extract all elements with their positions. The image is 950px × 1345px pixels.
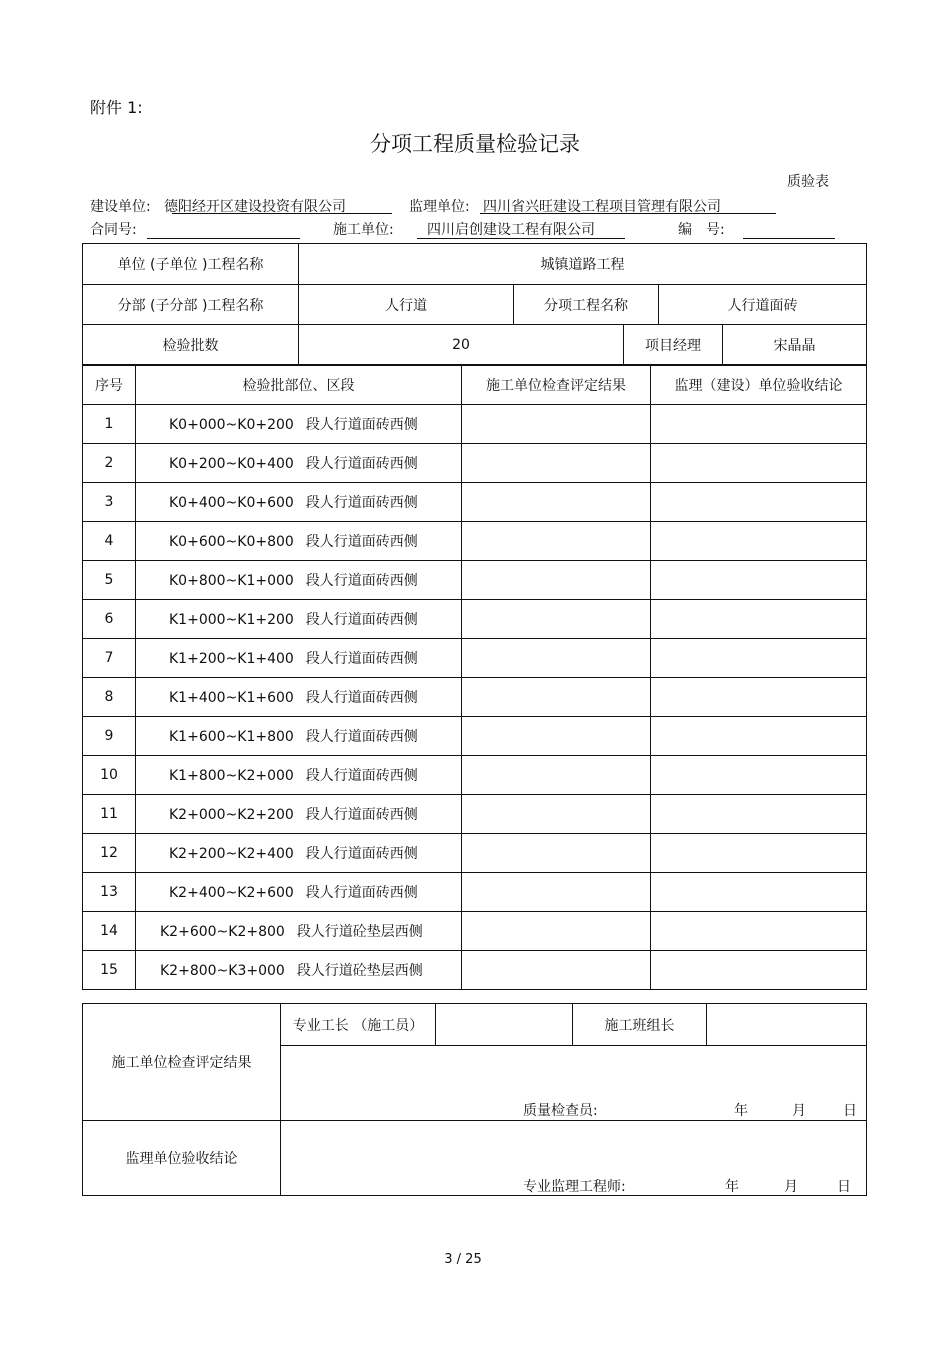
row-range-cell: [136, 834, 462, 873]
row-supervise-conclusion: [651, 561, 867, 600]
col-header-construct-result: 施工单位检查评定结果: [462, 366, 651, 405]
row-supervise-conclusion: [651, 522, 867, 561]
row-range-cell: [136, 756, 462, 795]
row-supervise-conclusion: [651, 717, 867, 756]
inspector-year: 年: [734, 1103, 748, 1119]
row-range: K2+600~K2+800: [160, 924, 285, 940]
table-row: [83, 483, 867, 522]
construct-unit-label: 施工单位:: [333, 222, 394, 238]
col-header-no: 序号: [83, 366, 136, 405]
row-no: 4: [83, 522, 136, 561]
table-row: [83, 600, 867, 639]
foreman-value: [436, 1004, 573, 1046]
row-desc: 段人行道面砖西侧: [305, 456, 418, 472]
col-header-range: 检验批部位、区段: [136, 366, 462, 405]
table-row: [83, 717, 867, 756]
row-no: 1: [83, 405, 136, 444]
supervise-conclusion-label: 监理单位验收结论: [83, 1121, 281, 1196]
row-desc: 段人行道面砖西侧: [305, 885, 418, 901]
page-title: 分项工程质量检验记录: [370, 132, 580, 156]
supervise-conclusion-area: [281, 1121, 867, 1196]
row-range-cell: [136, 405, 462, 444]
row-construct-result: [462, 756, 651, 795]
table-row: [83, 795, 867, 834]
row-supervise-conclusion: [651, 795, 867, 834]
row-range: K1+200~K1+400: [169, 651, 294, 667]
construct-result-label: 施工单位检查评定结果: [83, 1004, 281, 1121]
manager-value: 宋晶晶: [723, 325, 867, 365]
table-row: [83, 639, 867, 678]
inspector-label: 质量检查员:: [523, 1103, 598, 1119]
division-value: 人行道: [299, 285, 514, 325]
manager-label: 项目经理: [624, 325, 723, 365]
row-desc: 段人行道面砖西侧: [305, 573, 418, 589]
row-construct-result: [462, 951, 651, 990]
table-row: [83, 405, 867, 444]
engineer-month: 月: [784, 1179, 798, 1195]
item-value: 人行道面砖: [659, 285, 867, 325]
number-underline: [743, 238, 835, 239]
row-range-cell: [136, 873, 462, 912]
row-range: K2+000~K2+200: [169, 807, 294, 823]
table-row: [83, 834, 867, 873]
engineer-label: 专业监理工程师:: [523, 1179, 626, 1195]
row-desc: 段人行道面砖西侧: [305, 729, 418, 745]
row-construct-result: [462, 444, 651, 483]
row-construct-result: [462, 795, 651, 834]
row-range: K1+000~K1+200: [169, 612, 294, 628]
division-label: 分部 (子分部 )工程名称: [83, 285, 299, 325]
row-desc: 段人行道面砖西侧: [305, 846, 418, 862]
row-no: 2: [83, 444, 136, 483]
row-no: 8: [83, 678, 136, 717]
row-no: 6: [83, 600, 136, 639]
row-construct-result: [462, 522, 651, 561]
row-desc: 段人行道砼垫层西侧: [296, 963, 423, 979]
row-range: K0+400~K0+600: [169, 495, 294, 511]
row-desc: 段人行道面砖西侧: [305, 495, 418, 511]
row-no: 3: [83, 483, 136, 522]
row-no: 10: [83, 756, 136, 795]
row-supervise-conclusion: [651, 405, 867, 444]
contract-label: 合同号:: [90, 222, 137, 238]
row-construct-result: [462, 717, 651, 756]
row-no: 9: [83, 717, 136, 756]
inspector-month: 月: [792, 1103, 806, 1119]
row-range: K1+800~K2+000: [169, 768, 294, 784]
page-number: 3 / 25: [444, 1252, 482, 1267]
table-row: [83, 522, 867, 561]
item-label: 分项工程名称: [514, 285, 659, 325]
supervise-unit-value: 四川省兴旺建设工程项目管理有限公司: [483, 199, 721, 215]
row-construct-result: [462, 600, 651, 639]
row-no: 5: [83, 561, 136, 600]
unit-project-label: 单位 (子单位 )工程名称: [83, 244, 299, 285]
row-desc: 段人行道面砖西侧: [305, 690, 418, 706]
row-range: K2+800~K3+000: [160, 963, 285, 979]
build-unit-underline: [172, 213, 392, 214]
row-construct-result: [462, 678, 651, 717]
row-range: K0+000~K0+200: [169, 417, 294, 433]
engineer-year: 年: [725, 1179, 739, 1195]
row-range-cell: [136, 561, 462, 600]
row-no: 15: [83, 951, 136, 990]
row-supervise-conclusion: [651, 483, 867, 522]
form-tag: 质验表: [787, 174, 829, 190]
row-construct-result: [462, 873, 651, 912]
row-supervise-conclusion: [651, 444, 867, 483]
table-row: [83, 756, 867, 795]
row-range-cell: [136, 795, 462, 834]
attachment-label: 附件 1:: [90, 98, 143, 117]
row-supervise-conclusion: [651, 951, 867, 990]
row-no: 13: [83, 873, 136, 912]
row-no: 7: [83, 639, 136, 678]
row-construct-result: [462, 912, 651, 951]
row-range-cell: [136, 717, 462, 756]
team-leader-label: 施工班组长: [573, 1004, 707, 1046]
row-range: K0+600~K0+800: [169, 534, 294, 550]
row-range: K0+200~K0+400: [169, 456, 294, 472]
footer-table: [82, 1003, 867, 1196]
number-label: 编 号:: [678, 222, 725, 238]
row-range-cell: [136, 522, 462, 561]
row-desc: 段人行道面砖西侧: [305, 768, 418, 784]
build-unit-value: 德阳经开区建设投资有限公司: [164, 199, 346, 215]
batch-count-label: 检验批数: [83, 325, 299, 365]
row-range: K1+400~K1+600: [169, 690, 294, 706]
batch-table: [82, 365, 867, 990]
row-supervise-conclusion: [651, 600, 867, 639]
row-supervise-conclusion: [651, 873, 867, 912]
row-range: K2+200~K2+400: [169, 846, 294, 862]
construct-result-area: [281, 1046, 867, 1121]
table-row: [83, 561, 867, 600]
row-no: 11: [83, 795, 136, 834]
batch-count-value: 20: [299, 325, 624, 365]
table-row: [83, 912, 867, 951]
row-supervise-conclusion: [651, 678, 867, 717]
row-range: K2+400~K2+600: [169, 885, 294, 901]
row-construct-result: [462, 639, 651, 678]
row-desc: 段人行道面砖西侧: [305, 612, 418, 628]
contract-underline: [147, 238, 300, 239]
info-table: [82, 243, 867, 365]
construct-unit-value: 四川启创建设工程有限公司: [427, 222, 595, 238]
row-range-cell: [136, 912, 462, 951]
row-supervise-conclusion: [651, 834, 867, 873]
table-row: [83, 444, 867, 483]
row-desc: 段人行道面砖西侧: [305, 651, 418, 667]
row-supervise-conclusion: [651, 756, 867, 795]
row-range-cell: [136, 600, 462, 639]
supervise-unit-label: 监理单位:: [409, 199, 470, 215]
row-supervise-conclusion: [651, 912, 867, 951]
table-row: [83, 951, 867, 990]
row-desc: 段人行道面砖西侧: [305, 534, 418, 550]
build-unit-label: 建设单位:: [90, 199, 151, 215]
row-range-cell: [136, 678, 462, 717]
table-row: [83, 873, 867, 912]
table-row: [83, 678, 867, 717]
row-range-cell: [136, 639, 462, 678]
row-no: 14: [83, 912, 136, 951]
row-supervise-conclusion: [651, 639, 867, 678]
row-range: K0+800~K1+000: [169, 573, 294, 589]
row-range-cell: [136, 444, 462, 483]
foreman-label: 专业工长 （施工员）: [281, 1004, 436, 1046]
row-no: 12: [83, 834, 136, 873]
row-range-cell: [136, 951, 462, 990]
row-desc: 段人行道面砖西侧: [305, 417, 418, 433]
row-construct-result: [462, 561, 651, 600]
unit-project-value: 城镇道路工程: [299, 244, 867, 285]
engineer-day: 日: [837, 1179, 851, 1195]
row-range-cell: [136, 483, 462, 522]
inspector-day: 日: [843, 1103, 857, 1119]
row-construct-result: [462, 483, 651, 522]
construct-unit-underline: [417, 238, 625, 239]
col-header-supervise-conclusion: 监理（建设）单位验收结论: [651, 366, 867, 405]
row-construct-result: [462, 834, 651, 873]
row-desc: 段人行道砼垫层西侧: [296, 924, 423, 940]
supervise-unit-underline: [480, 213, 776, 214]
row-desc: 段人行道面砖西侧: [305, 807, 418, 823]
row-construct-result: [462, 405, 651, 444]
row-range: K1+600~K1+800: [169, 729, 294, 745]
team-leader-value: [707, 1004, 867, 1046]
